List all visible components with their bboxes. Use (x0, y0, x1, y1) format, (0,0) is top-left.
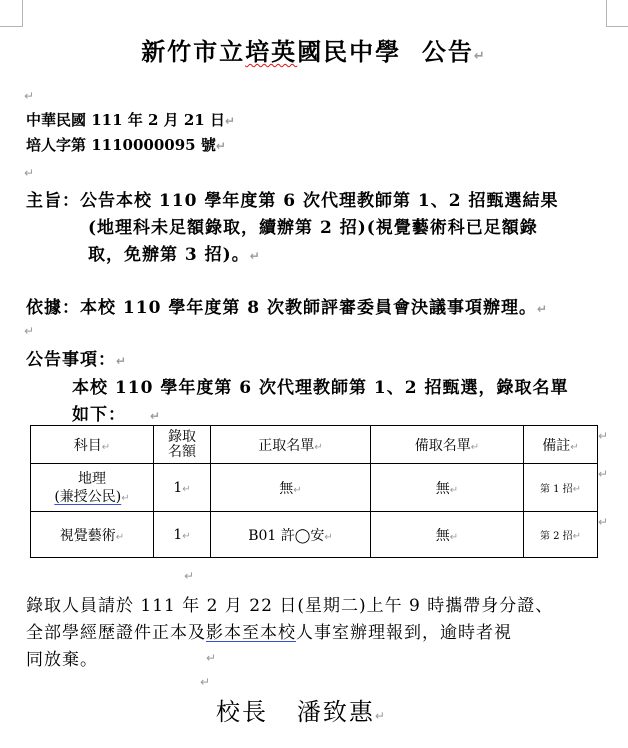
paragraph-mark-icon: ↵ (184, 569, 195, 583)
paragraph-mark-icon: ↵ (598, 429, 609, 443)
subject-line-2: (地理科未足額錄取，續辦第 2 招)(視覺藝術科已足額錄 (88, 218, 538, 238)
title-school-suffix: 國民中學 (297, 37, 402, 66)
paragraph-mark-icon: ↵ (24, 324, 35, 338)
paragraph-mark-icon: ↵ (206, 651, 217, 665)
row-main: B01 許◯安↵ (211, 512, 371, 558)
notice-line-1: 本校 110 學年度第 6 次代理教師第 1、2 招甄選，錄取名單 (72, 378, 569, 398)
paragraph-mark-icon: ↵ (570, 441, 579, 453)
paragraph-mark-icon: ↵ (537, 302, 549, 316)
document-title (0, 32, 628, 67)
paragraph-mark-icon: ↵ (449, 531, 459, 543)
paragraph-mark-icon: ↵ (598, 467, 609, 481)
paragraph-mark-icon: ↵ (116, 354, 128, 368)
table-header-row (31, 426, 598, 464)
paragraph-mark-icon: ↵ (24, 89, 35, 103)
title-announcement: 公告 (421, 37, 474, 66)
row-backup: 無↵ (371, 512, 524, 558)
row-main: 無↵ (211, 464, 371, 512)
principal-name: 潘致惠 (296, 698, 375, 726)
paragraph-mark-icon: ↵ (572, 531, 582, 542)
row-quota: 1↵ (154, 512, 211, 558)
row-remark: 第 1 招↵ (524, 464, 598, 512)
paragraph-mark-icon: ↵ (572, 484, 582, 495)
basis-label: 依據： (26, 298, 80, 318)
closing-line-2: 全部學經歷證件正本及影本至本校人事室辦理報到，逾時者視 (26, 623, 512, 643)
row-backup: 無↵ (371, 464, 524, 512)
row-remark: 第 2 招↵ (524, 512, 598, 558)
paragraph-mark-icon: ↵ (473, 49, 487, 64)
crop-mark-right-v (606, 0, 607, 26)
table-row (31, 512, 598, 558)
header-remark: 備註↵ (524, 426, 598, 464)
notice-line-2: 如下： ↵ (72, 405, 162, 425)
paragraph-mark-icon: ↵ (598, 515, 609, 529)
paragraph-mark-icon: ↵ (121, 492, 130, 504)
paragraph-mark-icon: ↵ (215, 139, 226, 153)
header-main-list: 正取名單↵ (211, 426, 371, 464)
paragraph-mark-icon: ↵ (314, 441, 323, 453)
paragraph-mark-icon: ↵ (374, 709, 387, 723)
header-quota: 錄取 名額 (154, 426, 211, 464)
crop-mark-left-v (22, 0, 23, 26)
title-school-prefix: 新竹市立 (141, 37, 246, 66)
paragraph-mark-icon: ↵ (24, 166, 35, 180)
header-backup-list: 備取名單↵ (371, 426, 524, 464)
paragraph-mark-icon: ↵ (324, 531, 333, 543)
signature-line (216, 692, 387, 727)
paragraph-mark-icon: ↵ (224, 114, 236, 128)
paragraph-mark-icon: ↵ (150, 409, 162, 423)
row-quota: 1↵ (154, 464, 211, 512)
principal-title: 校長 (216, 698, 268, 726)
notice-label: 公告事項：↵ (26, 350, 128, 370)
subject-line-1: 主旨：公告本校 110 學年度第 6 次代理教師第 1、2 招甄選結果 (26, 191, 559, 211)
paragraph-mark-icon: ↵ (182, 530, 191, 542)
closing-line-3: 同放棄。 (26, 650, 98, 670)
row-subject: 視覺藝術↵ (31, 512, 154, 558)
paragraph-mark-icon: ↵ (182, 483, 191, 495)
crop-mark-left-h (0, 26, 23, 27)
paragraph-mark-icon: ↵ (293, 484, 302, 496)
paragraph-mark-icon: ↵ (449, 484, 459, 496)
basis-line: 依據：本校 110 學年度第 8 次教師評審委員會決議事項辦理。↵ (26, 298, 549, 318)
table-row (31, 464, 598, 512)
paragraph-mark-icon: ↵ (101, 441, 111, 453)
document-number: 培人字第 1110000095 號↵ (26, 136, 226, 154)
paragraph-mark-icon: ↵ (200, 675, 211, 689)
row-subject: 地理 (兼授公民)↵ (31, 464, 154, 512)
closing-line-1: 錄取人員請於 111 年 2 月 22 日(星期二)上午 9 時攜帶身分證、 (26, 596, 554, 616)
header-subject: 科目↵ (31, 426, 154, 464)
crop-mark-right-h (606, 26, 628, 27)
subject-line-3: 取，免辦第 3 招)。↵ (88, 245, 261, 265)
title-school-name-spellcheck: 培英 (245, 37, 298, 66)
announcement-date: 中華民國 111 年 2 月 21 日↵ (26, 111, 236, 129)
paragraph-mark-icon: ↵ (249, 249, 261, 263)
paragraph-mark-icon: ↵ (115, 531, 125, 543)
paragraph-mark-icon: ↵ (470, 441, 480, 453)
subject-label: 主旨： (26, 191, 80, 211)
admission-table (30, 425, 598, 558)
